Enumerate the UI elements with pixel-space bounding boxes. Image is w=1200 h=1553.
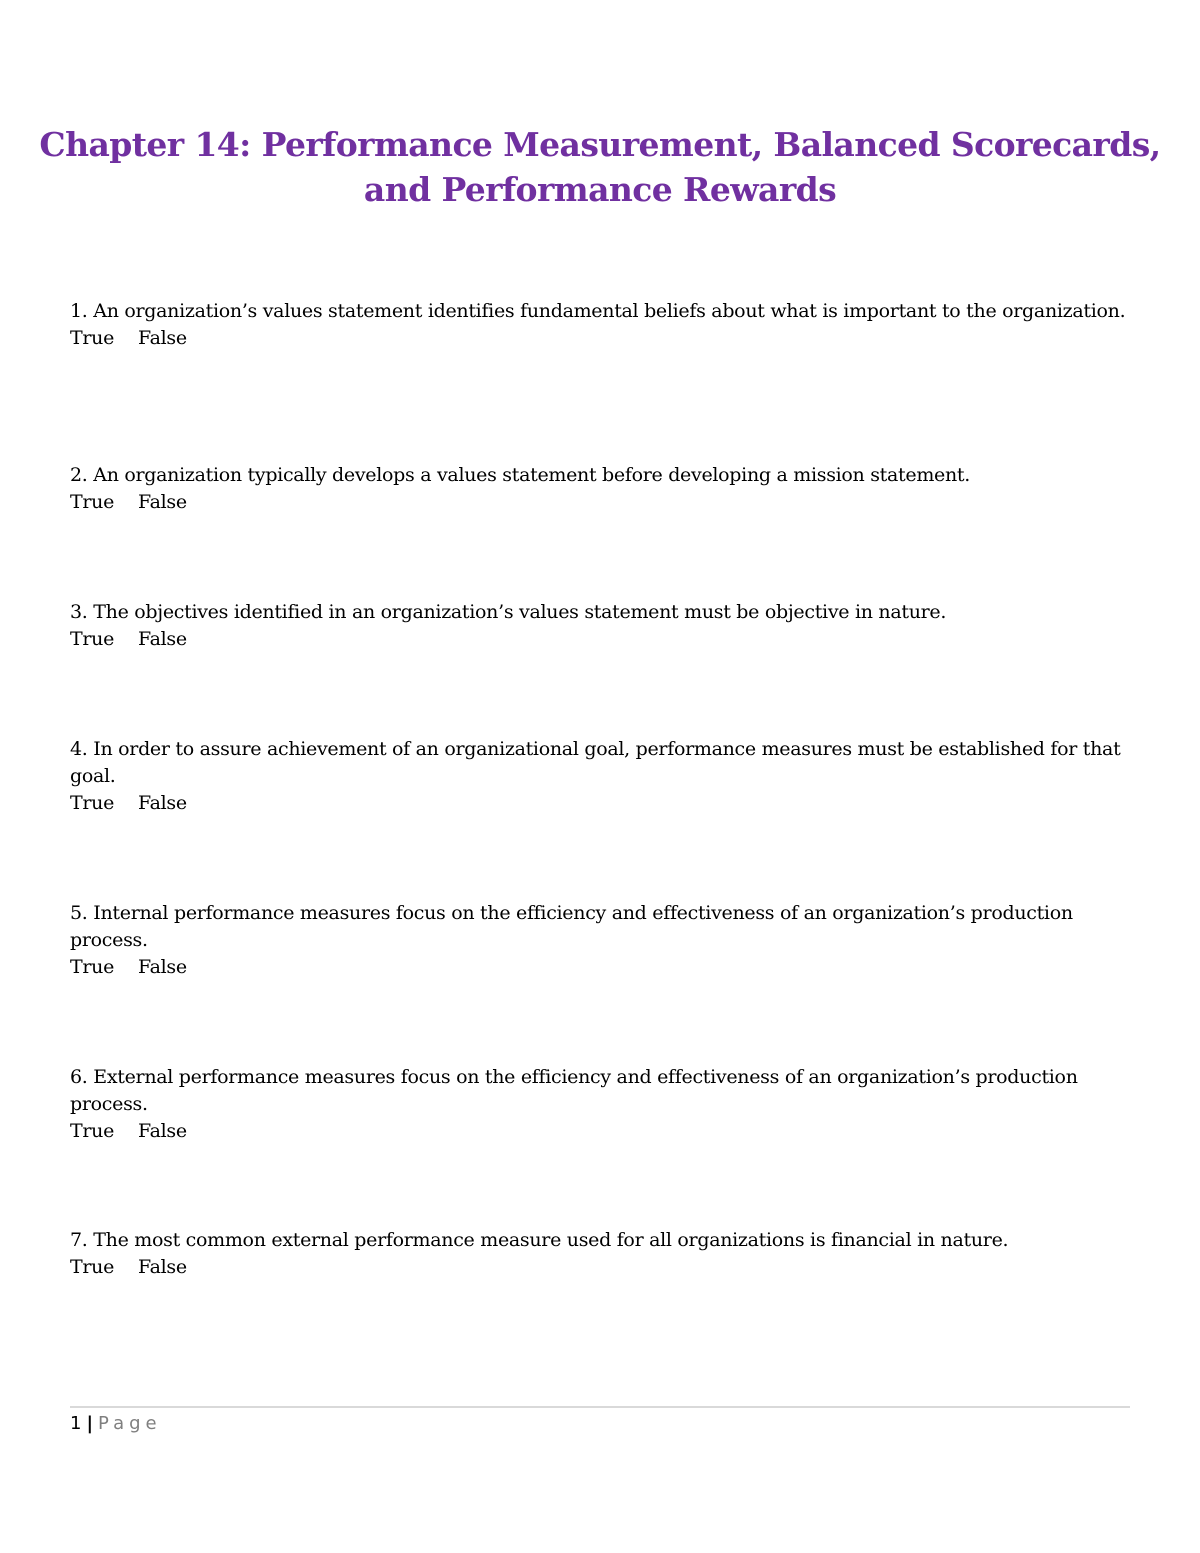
page-label: Page [98,1413,162,1434]
question-3 [70,599,1130,653]
option-false: False [138,1120,187,1142]
option-false: False [138,327,187,349]
question-text: 2. An organization typically develops a values statement before developing a mission statement. [70,464,970,486]
answer-options [70,489,1130,516]
answer-options [70,626,1130,653]
answer-options [70,1254,1130,1281]
option-false: False [138,628,187,650]
question-text: 6. External performance measures focus on the efficiency and effectiveness of an organization’s production process. [70,1066,1078,1115]
question-text: 5. Internal performance measures focus on the efficiency and effectiveness of an organization’s production process. [70,902,1073,951]
question-text: 3. The objectives identified in an organization’s values statement must be objective in nature. [70,601,947,623]
question-2 [70,462,1130,516]
option-true: True [70,1120,115,1142]
page-number: 1 [70,1413,82,1434]
option-true: True [70,628,115,650]
option-true: True [70,1256,115,1278]
question-7 [70,1227,1130,1281]
option-true: True [70,327,115,349]
question-text: 7. The most common external performance measure used for all organizations is financial in nature. [70,1229,1009,1251]
question-text: 1. An organization’s values statement identifies fundamental beliefs about what is important to the organization. [70,300,1126,322]
option-false: False [138,956,187,978]
option-true: True [70,491,115,513]
question-6 [70,1064,1130,1145]
option-true: True [70,792,115,814]
page-title-line-1: Chapter 14: Performance Measurement, Balanced Scorecards, [39,125,1161,164]
option-true: True [70,956,115,978]
answer-options [70,954,1130,981]
question-1 [70,298,1130,352]
answer-options [70,790,1130,817]
page-title-line-2: and Performance Rewards [363,170,837,209]
answer-options [70,325,1130,352]
question-4 [70,736,1130,817]
question-5 [70,900,1130,981]
option-false: False [138,792,187,814]
footer-divider [70,1406,1130,1408]
option-false: False [138,1256,187,1278]
answer-options [70,1118,1130,1145]
question-text: 4. In order to assure achievement of an organizational goal, performance measures must be established for that goal. [70,738,1121,787]
page-footer [70,1412,162,1436]
option-false: False [138,491,187,513]
page-title [0,122,1200,212]
footer-separator: | [86,1413,94,1434]
